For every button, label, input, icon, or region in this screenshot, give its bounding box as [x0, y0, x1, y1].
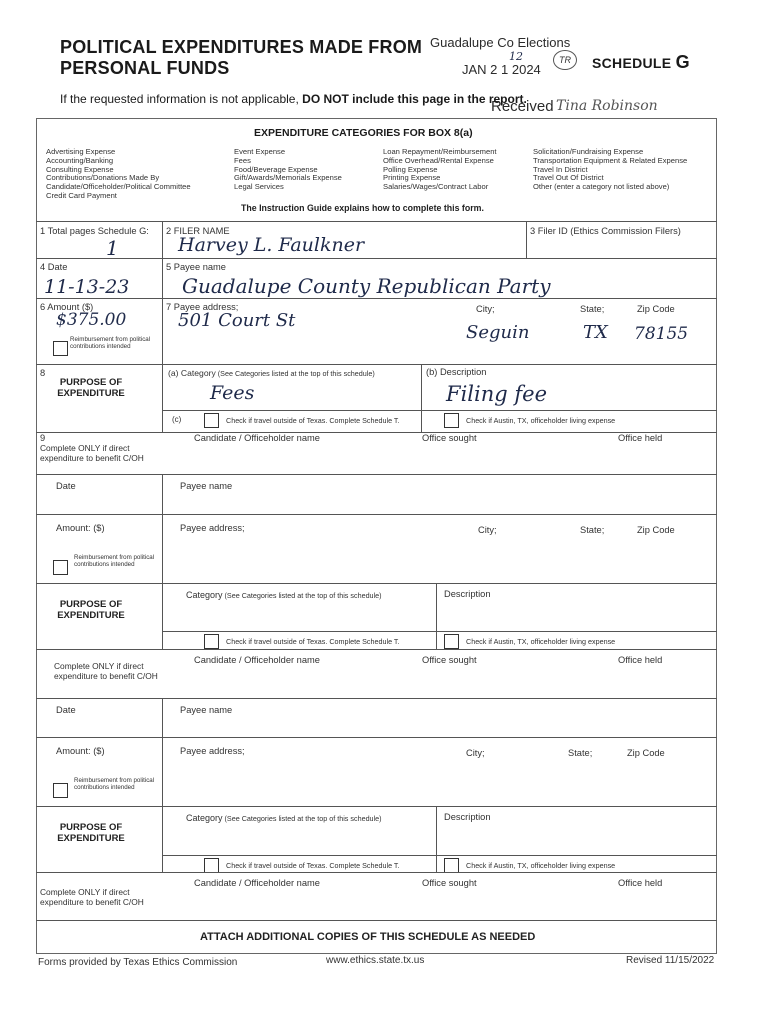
received-stamp-label: Received [491, 98, 554, 115]
filer-name-label: 2 FILER NAME [166, 226, 230, 236]
entry3-travel-outside-texas-checkbox[interactable] [204, 858, 219, 873]
rule-e3-purpose-mid [436, 806, 437, 872]
entry3-zip-label: Zip Code [627, 748, 665, 758]
categories-col-3: Loan Repayment/Reimbursement Office Overhead/Rental Expense Polling Expense Printing Expense Salaries/Wages/Contract Labor [383, 147, 497, 192]
entry2-reimbursement-checkbox[interactable] [53, 560, 68, 575]
footer-revised: Revised 11/15/2022 [626, 955, 715, 966]
form-title-line2: PERSONAL FUNDS [60, 58, 230, 78]
entry3-state-label: State; [568, 748, 593, 758]
rule-e3-check-top [162, 855, 717, 856]
entry2-austin-living-expense-label: Check if Austin, TX, officeholder living expense [466, 637, 616, 646]
cand-note: Complete ONLY if direct expenditure to benefit C/OH [40, 443, 144, 463]
rule-e3-left-col [162, 698, 163, 872]
rule-e2-amount-top [36, 514, 717, 515]
attach-note: ATTACH ADDITIONAL COPIES OF THIS SCHEDULE AS NEEDED [200, 931, 536, 943]
payee-name-value[interactable]: Guadalupe County Republican Party [182, 274, 551, 298]
rule-e3-date-top [36, 698, 717, 699]
category-label: (a) Category (See Categories listed at the top of this schedule) [168, 368, 375, 378]
entry2-payee-address-label: Payee address; [180, 523, 245, 533]
zip-label: Zip Code [637, 304, 675, 314]
entry3-austin-living-expense-label: Check if Austin, TX, officeholder living expense [466, 861, 616, 870]
instruction-text: If the requested information is not applicable, DO NOT include this page in the report. [60, 92, 527, 106]
instruction-guide-note: The Instruction Guide explains how to complete this form. [241, 203, 484, 213]
rule-e1-purpose-top [36, 364, 717, 365]
office-held-label: Office held [618, 433, 663, 443]
entry2-office-sought-label: Office sought [422, 655, 477, 665]
categories-col-1: Advertising Expense Accounting/Banking Consulting Expense Contributions/Donations Made By Candidate/Officeholder/Political Committee Credit Card Payment [46, 147, 191, 200]
payee-address-label: 7 Payee address; [166, 302, 239, 312]
rule-e1-amount-top [36, 298, 717, 299]
rule-e2-date-top [36, 474, 717, 475]
rule-e3-cand-top [36, 872, 717, 873]
entry2-austin-living-expense-checkbox[interactable] [444, 634, 459, 649]
filer-name-value[interactable]: Harvey L. Faulkner [178, 234, 365, 256]
zip-value[interactable]: 78155 [634, 324, 689, 344]
received-stamp-date-correction: 12 [509, 50, 523, 63]
filer-id-label: 3 Filer ID (Ethics Commission Filers) [530, 226, 681, 236]
total-pages-label: 1 Total pages Schedule G: [40, 226, 149, 236]
austin-living-expense-checkbox[interactable] [444, 413, 459, 428]
received-stamp-initials: TR [553, 50, 577, 70]
total-pages-value[interactable]: 1 [106, 236, 119, 260]
travel-outside-texas-label: Check if travel outside of Texas. Complete Schedule T. [226, 416, 400, 425]
rule-row1-div2 [526, 221, 527, 258]
entry3-payee-name-label: Payee name [180, 705, 233, 715]
entry3-date-label: Date [56, 705, 76, 715]
entry2-description-label: Description [444, 589, 491, 599]
description-value[interactable]: Filing fee [446, 382, 547, 406]
rule-e1-date-top [36, 258, 717, 259]
entry3-payee-address-label: Payee address; [180, 746, 245, 756]
footer-provided-by: Forms provided by Texas Ethics Commission [38, 957, 238, 968]
categories-col-2: Event Expense Fees Food/Beverage Expense Gift/Awards/Memorials Expense Legal Services [234, 147, 342, 192]
schedule-letter: G [675, 52, 690, 72]
entry2-category-label: Category (See Categories listed at the top of this schedule) [186, 590, 382, 600]
date-label: 4 Date [40, 262, 68, 272]
entry3-category-label: Category (See Categories listed at the top of this schedule) [186, 813, 382, 823]
description-label: (b) Description [426, 367, 487, 377]
austin-living-expense-label: Check if Austin, TX, officeholder living expense [466, 416, 616, 425]
rule-e1-cand-top [36, 432, 717, 433]
payee-address-value[interactable]: 501 Court St [178, 310, 296, 331]
office-sought-label: Office sought [422, 433, 477, 443]
received-signature: Tina Robinson [556, 98, 658, 114]
form-title-line1: POLITICAL EXPENDITURES MADE FROM [60, 37, 423, 57]
category-value[interactable]: Fees [210, 382, 255, 404]
date-value[interactable]: 11-13-23 [44, 276, 130, 298]
entry2-payee-name-label: Payee name [180, 481, 233, 491]
entry2-city-label: City; [478, 525, 497, 535]
entry2-office-held-label: Office held [618, 655, 663, 665]
reimbursement-label: Reimbursement from political contributions intended [70, 336, 151, 350]
rule-row1-top [36, 221, 717, 222]
entry3-purpose-label: PURPOSE OF EXPENDITURE [57, 822, 125, 844]
rule-e2-purpose-mid [436, 583, 437, 649]
schedule-label: SCHEDULE G [592, 52, 690, 72]
entry3-reimbursement-label: Reimbursement from political contributions intended [74, 777, 155, 791]
entry3-description-label: Description [444, 812, 491, 822]
rule-e1-check-top [162, 410, 717, 411]
purpose-number: 8 [40, 368, 46, 378]
rule-row1-div1 [162, 221, 163, 258]
entry2-cand-note: Complete ONLY if direct expenditure to benefit C/OH [54, 661, 158, 681]
entry3-travel-outside-texas-label: Check if travel outside of Texas. Complete Schedule T. [226, 861, 400, 870]
rule-e3-purpose-top [36, 806, 717, 807]
entry3-austin-living-expense-checkbox[interactable] [444, 858, 459, 873]
entry2-amount-label: Amount: ($) [56, 523, 105, 533]
entry3-cand-note: Complete ONLY if direct expenditure to benefit C/OH [40, 887, 144, 907]
state-label: State; [580, 304, 605, 314]
received-stamp-office: Guadalupe Co Elections [430, 35, 571, 50]
payee-name-label: 5 Payee name [166, 262, 226, 272]
city-value[interactable]: Seguin [466, 322, 530, 343]
categories-title: EXPENDITURE CATEGORIES FOR BOX 8(a) [254, 127, 473, 139]
footer-website: www.ethics.state.tx.us [326, 955, 425, 966]
cand-name-label: Candidate / Officeholder name [194, 433, 320, 443]
amount-label: 6 Amount ($) [40, 302, 94, 312]
travel-outside-texas-checkbox[interactable] [204, 413, 219, 428]
entry2-travel-outside-texas-label: Check if travel outside of Texas. Complete Schedule T. [226, 637, 400, 646]
rule-e1-purpose-mid [421, 364, 422, 432]
entry3-cand-name-label: Candidate / Officeholder name [194, 878, 320, 888]
entry2-reimbursement-label: Reimbursement from political contributions intended [74, 554, 155, 568]
cand-number: 9 [40, 433, 46, 443]
rule-e3-amount-top [36, 737, 717, 738]
rule-e1-left-col [162, 258, 163, 433]
rule-e2-left-col [162, 474, 163, 649]
reimbursement-checkbox[interactable] [53, 341, 68, 356]
rule-attach-top [36, 920, 717, 921]
rule-e2-purpose-top [36, 583, 717, 584]
categories-col-4: Solicitation/Fundraising Expense Transportation Equipment & Related Expense Travel In District Travel Out Of District Other (enter a category not listed above) [533, 147, 688, 192]
amount-value[interactable]: $375.00 [56, 310, 127, 330]
c-label: (c) [172, 415, 182, 424]
entry2-travel-outside-texas-checkbox[interactable] [204, 634, 219, 649]
entry3-reimbursement-checkbox[interactable] [53, 783, 68, 798]
city-label: City; [476, 304, 495, 314]
received-stamp-date: JAN 2 1 2024 [462, 62, 541, 77]
rule-e2-check-top [162, 631, 717, 632]
entry3-amount-label: Amount: ($) [56, 746, 105, 756]
entry2-date-label: Date [56, 481, 76, 491]
state-value[interactable]: TX [583, 322, 608, 343]
form-frame [36, 118, 717, 954]
entry2-zip-label: Zip Code [637, 525, 675, 535]
entry3-city-label: City; [466, 748, 485, 758]
purpose-label: PURPOSE OF EXPENDITURE [57, 377, 125, 399]
rule-e2-cand-top [36, 649, 717, 650]
entry2-cand-name-label: Candidate / Officeholder name [194, 655, 320, 665]
entry2-state-label: State; [580, 525, 605, 535]
entry3-office-sought-label: Office sought [422, 878, 477, 888]
entry3-office-held-label: Office held [618, 878, 663, 888]
entry2-purpose-label: PURPOSE OF EXPENDITURE [57, 599, 125, 621]
